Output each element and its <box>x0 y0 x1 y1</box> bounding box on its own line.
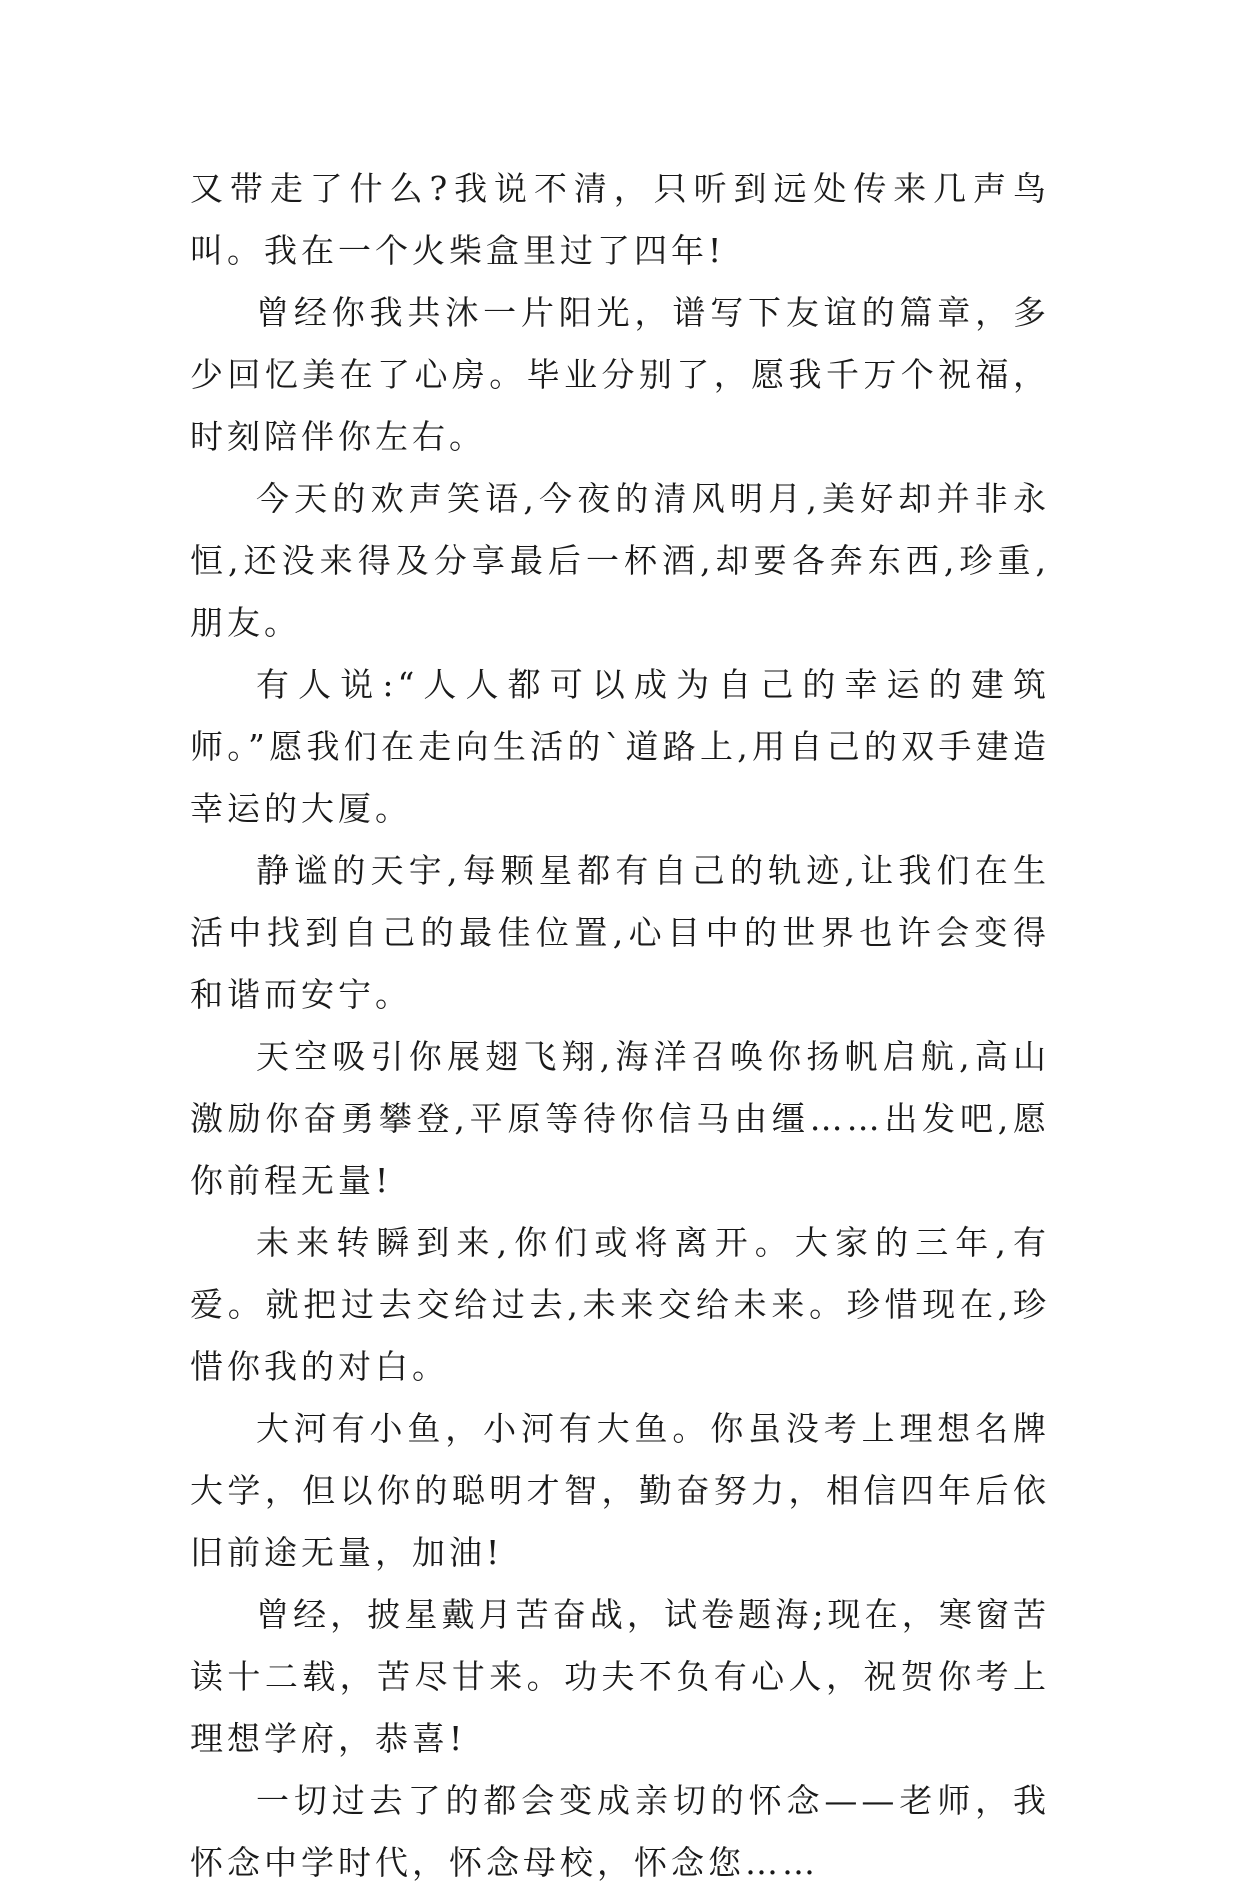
paragraph-6: 天空吸引你展翅飞翔,海洋召唤你扬帆启航,高山激励你奋勇攀登,平原等待你信马由缰……出发吧,愿你前程无量! <box>190 1037 1050 1200</box>
paragraph-2: 曾经你我共沐一片阳光，谱写下友谊的篇章，多少回忆美在了心房。毕业分别了，愿我千万个祝福，时刻陪伴你左右。 <box>190 293 1050 456</box>
paragraph-5: 静谧的天宇,每颗星都有自己的轨迹,让我们在生活中找到自己的最佳位置,心目中的世界也许会变得和谐而安宁。 <box>190 851 1050 1014</box>
paragraph-7: 未来转瞬到来,你们或将离开。大家的三年,有爱。就把过去交给过去,未来交给未来。珍惜现在,珍惜你我的对白。 <box>190 1223 1050 1386</box>
paragraph-9: 曾经，披星戴月苦奋战，试卷题海;现在，寒窗苦读十二载，苦尽甘来。功夫不负有心人，祝贺你考上理想学府，恭喜! <box>190 1595 1050 1758</box>
document-body <box>190 158 1050 1894</box>
paragraph-4: 有人说:“人人都可以成为自己的幸运的建筑师。”愿我们在走向生活的`道路上,用自己的双手建造幸运的大厦。 <box>190 665 1050 828</box>
paragraph-8: 大河有小鱼，小河有大鱼。你虽没考上理想名牌大学，但以你的聪明才智，勤奋努力，相信四年后依旧前途无量，加油! <box>190 1409 1050 1572</box>
paragraph-3: 今天的欢声笑语,今夜的清风明月,美好却并非永恒,还没来得及分享最后一杯酒,却要各奔东西,珍重,朋友。 <box>190 479 1050 642</box>
paragraph-1: 又带走了什么?我说不清，只听到远处传来几声鸟叫。我在一个火柴盒里过了四年! <box>190 169 1050 270</box>
paragraph-10: 一切过去了的都会变成亲切的怀念——老师，我怀念中学时代，怀念母校，怀念您…… <box>190 1781 1050 1882</box>
